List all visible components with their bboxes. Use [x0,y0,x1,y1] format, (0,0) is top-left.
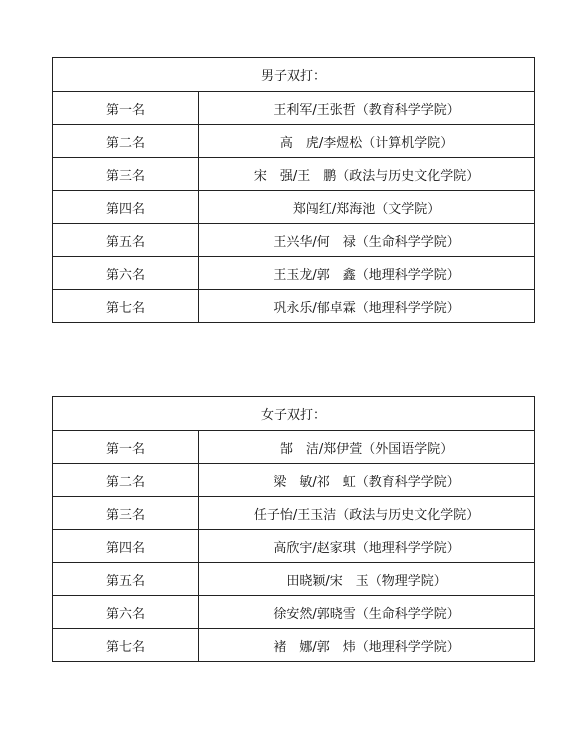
rank-cell: 第四名 [53,191,199,224]
table-row [53,530,535,563]
table-row [53,629,535,662]
rank-cell: 第六名 [53,257,199,290]
players-cell: 梁 敏/祁 虹（教育科学学院） [199,464,535,497]
players-cell: 高欣宇/赵家琪（地理科学学院） [199,530,535,563]
rank-cell: 第四名 [53,530,199,563]
players-cell: 郜 洁/郑伊萱（外国语学院） [199,431,535,464]
table-header-row [53,397,535,431]
table-row [53,563,535,596]
players-cell: 任子怡/王玉洁（政法与历史文化学院） [199,497,535,530]
table-row [53,596,535,629]
players-cell: 郑闯红/郑海池（文学院） [199,191,535,224]
table-row [53,125,535,158]
womens-doubles-table [52,396,535,662]
table-row [53,158,535,191]
table-row [53,290,535,323]
rank-cell: 第五名 [53,563,199,596]
players-cell: 王利军/王张哲（教育科学学院） [199,92,535,125]
players-cell: 巩永乐/郁卓霖（地理科学学院） [199,290,535,323]
players-cell: 宋 强/王 鹏（政法与历史文化学院） [199,158,535,191]
table-header-row [53,58,535,92]
rank-cell: 第二名 [53,125,199,158]
table-row [53,224,535,257]
rank-cell: 第三名 [53,158,199,191]
players-cell: 褚 娜/郭 炜（地理科学学院） [199,629,535,662]
table-row [53,92,535,125]
table-row [53,257,535,290]
mens-doubles-title: 男子双打： [53,58,535,92]
rank-cell: 第三名 [53,497,199,530]
womens-doubles-title: 女子双打： [53,397,535,431]
table-row [53,464,535,497]
mens-doubles-table [52,57,535,323]
table-row [53,431,535,464]
rank-cell: 第六名 [53,596,199,629]
rank-cell: 第五名 [53,224,199,257]
players-cell: 徐安然/郭晓雪（生命科学学院） [199,596,535,629]
players-cell: 王玉龙/郭 鑫（地理科学学院） [199,257,535,290]
players-cell: 王兴华/何 禄（生命科学学院） [199,224,535,257]
players-cell: 高 虎/李煜松（计算机学院） [199,125,535,158]
rank-cell: 第二名 [53,464,199,497]
rank-cell: 第一名 [53,92,199,125]
players-cell: 田晓颖/宋 玉（物理学院） [199,563,535,596]
rank-cell: 第七名 [53,629,199,662]
rank-cell: 第七名 [53,290,199,323]
table-row [53,191,535,224]
rank-cell: 第一名 [53,431,199,464]
table-row [53,497,535,530]
